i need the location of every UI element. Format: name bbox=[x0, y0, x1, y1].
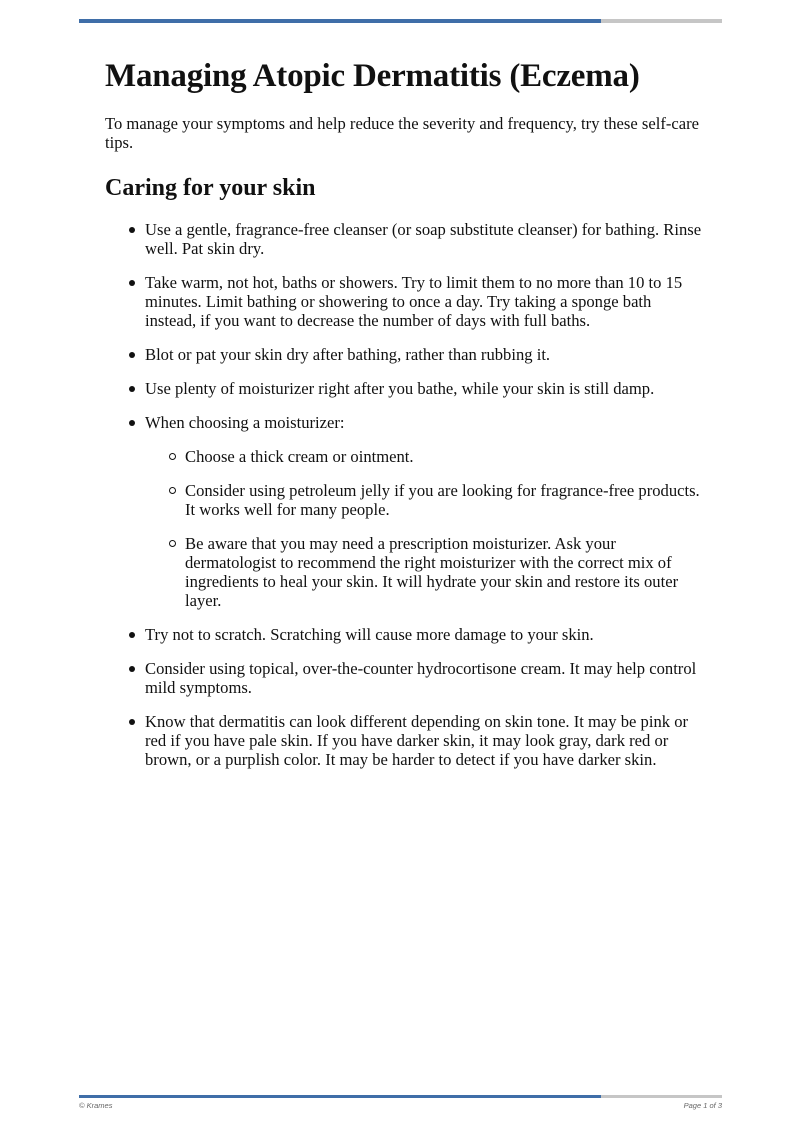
moisturizer-sublist bbox=[145, 447, 705, 610]
list-item: Know that dermatitis can look different depending on skin tone. It may be pink or red if you have pale skin. If you have darker skin, it may look gray, dark red or brown, or a purplish color. It may be harder to detect if you have darker skin. bbox=[105, 712, 705, 769]
list-item: Use a gentle, fragrance-free cleanser (or soap substitute cleanser) for bathing. Rinse well. Pat skin dry. bbox=[105, 220, 705, 258]
sub-list-item: Choose a thick cream or ointment. bbox=[145, 447, 705, 466]
list-item-moisturizer bbox=[105, 413, 705, 610]
footer-rule-gray bbox=[601, 1095, 722, 1098]
sub-list-item: Consider using petroleum jelly if you are looking for fragrance-free products. It works well for many people. bbox=[145, 481, 705, 519]
footer-rule-accent bbox=[79, 1095, 601, 1098]
header-rule-gray bbox=[601, 19, 722, 23]
page-title: Managing Atopic Dermatitis (Eczema) bbox=[105, 58, 640, 94]
header-rule-accent bbox=[79, 19, 601, 23]
list-item: Use plenty of moisturizer right after you bathe, while your skin is still damp. bbox=[105, 379, 705, 398]
sub-list-item: Be aware that you may need a prescription moisturizer. Ask your dermatologist to recommend the right moisturizer with the correct mix of ingredients to heal your skin. It will hydrate your skin and restore its outer layer. bbox=[145, 534, 705, 610]
tips-list bbox=[105, 220, 705, 769]
section-heading: Caring for your skin bbox=[105, 175, 316, 201]
header-rule bbox=[79, 19, 722, 23]
copyright: © Krames bbox=[79, 1101, 113, 1110]
document-body bbox=[105, 52, 705, 784]
list-item: Blot or pat your skin dry after bathing, rather than rubbing it. bbox=[105, 345, 705, 364]
intro-paragraph: To manage your symptoms and help reduce the severity and frequency, try these self-care tips. bbox=[105, 114, 699, 152]
page-number: Page 1 of 3 bbox=[683, 1101, 722, 1110]
list-item-text: When choosing a moisturizer: bbox=[145, 413, 345, 432]
list-item: Consider using topical, over-the-counter hydrocortisone cream. It may help control mild symptoms. bbox=[105, 659, 705, 697]
footer-rule bbox=[79, 1095, 722, 1098]
list-item: Try not to scratch. Scratching will cause more damage to your skin. bbox=[105, 625, 705, 644]
list-item: Take warm, not hot, baths or showers. Try to limit them to no more than 10 to 15 minutes. Limit bathing or showering to once a day. Try taking a sponge bath instead, if you want to decrease the number of days with full baths. bbox=[105, 273, 705, 330]
page-footer bbox=[79, 1101, 722, 1110]
